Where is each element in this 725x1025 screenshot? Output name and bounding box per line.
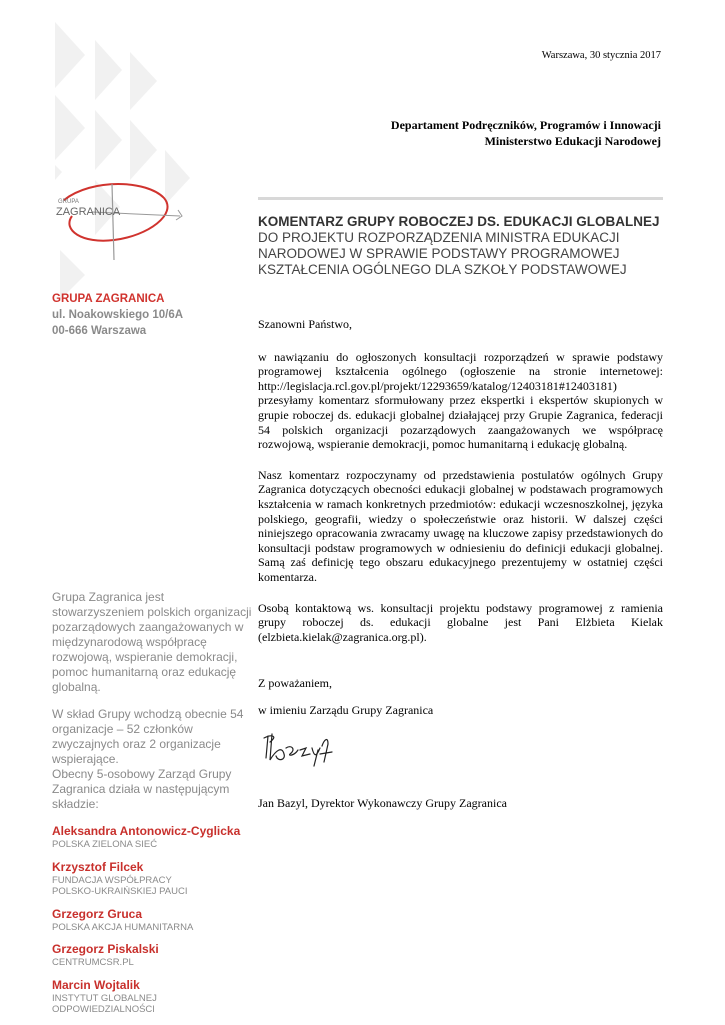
member-institution-line-2: POLSKO-UKRAIŃSKIEJ PAUCI: [52, 886, 188, 897]
member-institution-line-2: ODPOWIEDZIALNOŚCI: [52, 1004, 155, 1015]
board-member: [52, 860, 252, 898]
header-divider: [258, 197, 663, 200]
logo-small-text: GRUPA: [58, 199, 79, 205]
composition-text: W skład Grupy wchodzą obecnie 54 organizacje – 52 członków zwyczajnych oraz 2 organizacje wspierające.: [52, 707, 244, 766]
sidebar-info: [52, 590, 252, 1025]
recipient-department: Departament Podręczników, Programów i Innowacji: [390, 118, 661, 132]
member-name: Marcin Wojtalik: [52, 977, 140, 992]
logo-main-text: ZAGRANICA: [56, 206, 121, 218]
member-institution: POLSKA ZIELONA SIEĆ: [52, 839, 158, 850]
closing: Z poważaniem,: [258, 676, 332, 691]
member-name: Grzegorz Piskalski: [52, 942, 159, 956]
letter-body: [258, 317, 663, 717]
board-member: [52, 978, 252, 1016]
letter-date: Warszawa, 30 stycznia 2017: [541, 50, 661, 61]
member-institution: CENTRUMCSR.PL: [52, 957, 134, 968]
member-institution: INSTYTUT GLOBALNEJ: [52, 992, 157, 1004]
member-name: Krzysztof Filcek: [52, 859, 144, 874]
board-member: [52, 824, 252, 851]
board-members: [52, 824, 252, 1016]
address-street: ul. Noakowskiego 10/6A: [52, 309, 184, 321]
on-behalf: w imieniu Zarządu Grupy Zagranica: [258, 702, 434, 717]
board-member: [52, 942, 252, 969]
title-line-4: KSZTAŁCENIA OGÓLNEGO DLA SZKOŁY PODSTAWOWEJ: [258, 262, 627, 277]
address-org: GRUPA ZAGRANICA: [52, 293, 165, 305]
board-intro-text: Obecny 5-osobowy Zarząd Grupy Zagranica działa w następującym składzie:: [52, 767, 232, 811]
member-institution: POLSKA AKCJA HUMANITARNA: [52, 921, 194, 933]
title-line-1: KOMENTARZ GRUPY ROBOCZEJ DS. EDUKACJI GLOBALNEJ: [258, 214, 660, 229]
paragraph-3: Osobą kontaktową ws. konsultacji projektu podstawy programowej z ramienia grupy roboczej ds. edukacji globalne jest Pani Elżbieta Kielak (elzbieta.kielak@zagranica.org.pl).: [258, 600, 663, 644]
address-city: 00-666 Warszawa: [52, 325, 147, 337]
member-name: Aleksandra Antonowicz-Cyglicka: [52, 824, 241, 838]
signer-name: Jan Bazyl, Dyrektor Wykonawczy Grupy Zagranica: [258, 796, 507, 810]
decorative-triangles: [0, 0, 260, 330]
paragraph-2: Nasz komentarz rozpoczynamy od przedstawienia postulatów ogólnych Grupy Zagranica dotyczących obecności edukacji globalnej w podstawach programowych kształcenia w ramach konkretnych przedmiotów: edukacji wczesnoszkolnej, języka polskiego, geografii, wiedzy o społeczeństwie oraz historii. W dalszej części niniejszego opracowania zwracamy uwagę na kluczowe zapisy przedstawionych do konsultacji podstaw programowych w odniesieniu do definicji edukacji globalnej. Samą zaś definicję tego obszaru edukacyjnego prezentujemy w ostatniej części komentarza.: [258, 467, 663, 584]
sender-address: [52, 291, 252, 339]
grupa-zagranica-logo: [52, 182, 192, 262]
recipient-block: [391, 117, 661, 149]
greeting: Szanowni Państwo,: [258, 317, 352, 331]
member-name: Grzegorz Gruca: [52, 906, 143, 921]
handwritten-signature: [258, 728, 378, 768]
document-title: [258, 214, 668, 278]
about-text: Grupa Zagranica jest stowarzyszeniem polskich organizacji pozarządowych zaangażowanych w międzynarodową współpracę rozwojową, wspieranie demokracji, pomoc humanitarną oraz edukację globalną.: [52, 590, 252, 694]
title-line-3: NARODOWEJ W SPRAWIE PODSTAWY PROGRAMOWEJ: [258, 246, 620, 261]
title-line-2: DO PROJEKTU ROZPORZĄDZENIA MINISTRA EDUKACJI: [258, 230, 620, 245]
recipient-ministry: Ministerstwo Edukacji Narodowej: [484, 134, 661, 148]
member-institution: FUNDACJA WSPÓŁPRACY: [52, 874, 172, 886]
paragraph-1: w nawiązaniu do ogłoszonych konsultacji rozporządzeń w sprawie podstawy programowej kształcenia ogólnego (ogłoszenie na stronie internetowej: http://legislacja.rcl.gov.pl/projekt/12293659/katalog/12403181#12403181) przesyłamy komentarz sformułowany przez ekspertki i ekspertów skupionych w grupie roboczej ds. edukacji globalnej działającej przy Grupie Zagranica, federacji 54 polskich organizacji pozarządowych zaangażowanych we współpracę rozwojową, wspieranie demokracji, pomoc humanitarną i edukację globalną.: [258, 349, 663, 452]
board-member: [52, 907, 252, 934]
